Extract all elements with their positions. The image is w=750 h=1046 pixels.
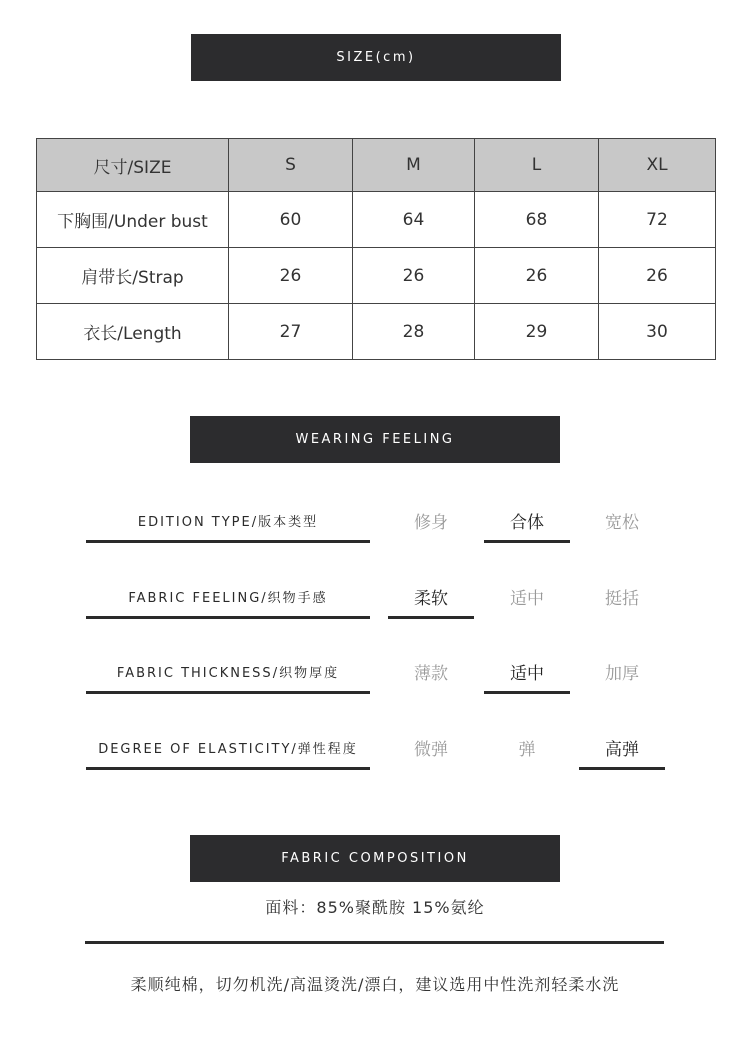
feeling-option: 高弹 <box>579 727 665 770</box>
size-table-header-cell: L <box>475 139 599 192</box>
feeling-option: 合体 <box>484 500 570 543</box>
divider <box>85 941 664 944</box>
table-row <box>37 248 716 304</box>
size-table-header-cell: XL <box>599 139 716 192</box>
size-table-header-row <box>37 139 716 192</box>
size-table-header-cell: M <box>353 139 475 192</box>
table-row <box>37 304 716 360</box>
feeling-option: 修身 <box>414 512 448 533</box>
table-cell: 68 <box>475 192 599 248</box>
table-cell: 72 <box>599 192 716 248</box>
wearing-feeling-label: DEGREE OF ELASTICITY/弹性程度 <box>86 727 370 770</box>
table-cell: 64 <box>353 192 475 248</box>
table-cell: 26 <box>229 248 353 304</box>
care-instructions: 柔顺纯棉，切勿机洗/高温烫洗/漂白，建议选用中性洗剂轻柔水洗 <box>130 975 620 994</box>
table-cell: 29 <box>475 304 599 360</box>
table-cell: 26 <box>353 248 475 304</box>
table-cell: 肩带长/Strap <box>37 248 229 304</box>
table-row <box>37 192 716 248</box>
feeling-option: 适中 <box>510 588 544 609</box>
table-cell: 26 <box>599 248 716 304</box>
table-cell: 下胸围/Under bust <box>37 192 229 248</box>
feeling-option: 适中 <box>484 651 570 694</box>
size-banner: SIZE(cm) <box>191 34 561 81</box>
wearing-feeling-row-fabric-feeling <box>0 576 750 626</box>
feeling-option: 柔软 <box>388 576 474 619</box>
table-cell: 28 <box>353 304 475 360</box>
table-cell: 60 <box>229 192 353 248</box>
wearing-feeling-row-edition-type <box>0 500 750 550</box>
wearing-feeling-banner: WEARING FEELING <box>190 416 560 463</box>
size-table-header-cell: S <box>229 139 353 192</box>
fabric-composition-banner: FABRIC COMPOSITION <box>190 835 560 882</box>
wearing-feeling-row-elasticity <box>0 727 750 777</box>
wearing-feeling-row-fabric-thickness <box>0 651 750 701</box>
feeling-option: 宽松 <box>605 512 639 533</box>
feeling-option: 挺括 <box>605 588 639 609</box>
size-table-header-cell: 尺寸/SIZE <box>37 139 229 192</box>
table-cell: 衣长/Length <box>37 304 229 360</box>
table-cell: 30 <box>599 304 716 360</box>
wearing-feeling-label: FABRIC FEELING/织物手感 <box>86 576 370 619</box>
fabric-composition-text: 面料：85%聚酰胺 15%氨纶 <box>265 898 485 917</box>
feeling-option: 薄款 <box>414 663 448 684</box>
wearing-feeling-label: FABRIC THICKNESS/织物厚度 <box>86 651 370 694</box>
feeling-option: 微弹 <box>414 739 448 760</box>
wearing-feeling-label: EDITION TYPE/版本类型 <box>86 500 370 543</box>
table-cell: 26 <box>475 248 599 304</box>
feeling-option: 弹 <box>518 739 536 760</box>
size-table <box>36 138 716 360</box>
feeling-option: 加厚 <box>605 663 639 684</box>
table-cell: 27 <box>229 304 353 360</box>
